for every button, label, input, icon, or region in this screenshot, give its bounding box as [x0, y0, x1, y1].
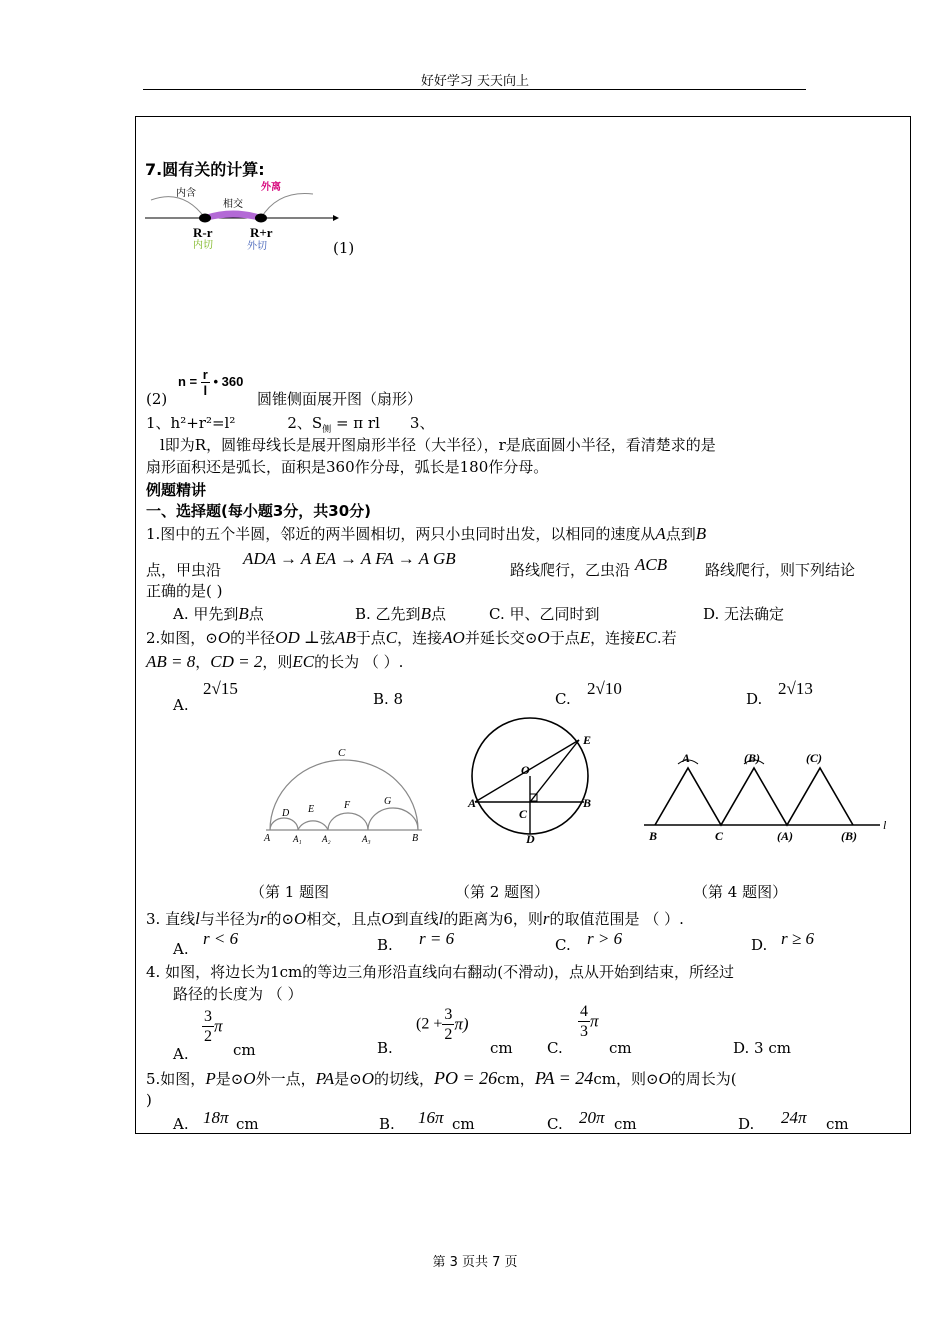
q2-option-b: B. 8	[373, 690, 404, 708]
fig2-label-d: D	[526, 832, 535, 846]
q5-line-2: )	[146, 1091, 152, 1109]
q4-option-a: A.	[173, 1045, 189, 1063]
fig1-label-a: A	[264, 833, 271, 844]
explain-line-1: l即为R，圆锥母线长是展开图扇形半径（大半径），r是底面圆小半径，看清楚求的是	[160, 436, 716, 454]
q3-line-1: 3. 直线l与半径为r的⊙O相交，且点O到直线l的距离为6，则r的取值范围是 （ ）.	[146, 909, 684, 928]
q5-option-d: D.	[738, 1115, 755, 1133]
fig1-label-e: E	[308, 804, 315, 815]
fig2-label-c: C	[519, 807, 528, 821]
q1-arc-acb: ACB	[635, 555, 668, 574]
fig4-label-c: C	[715, 829, 724, 843]
sector-angle-formula: n = $\frac{r}{l}$ • 360	[178, 367, 244, 398]
q3-value-c: r > 6	[587, 929, 623, 948]
explain-line-2: 扇形面积还是弧长，面积是360作分母，弧长是180作分母。	[146, 458, 549, 476]
circle-position-diagram	[143, 180, 343, 252]
section-title: 7.圆有关的计算:	[145, 160, 265, 179]
fig1-label-a1: A₁	[293, 834, 302, 844]
cone-text: 圆锥侧面展开图（扇形）	[257, 390, 423, 408]
q4-line-2: 路径的长度为 （ ）	[173, 985, 303, 1003]
q5-option-c: C.	[547, 1115, 563, 1133]
fig1-label-a2: A₂	[322, 834, 331, 844]
q2-line-2: AB = 8，CD = 2，则EC的长为 （ ）.	[146, 652, 404, 671]
fig4-label-b: B	[649, 829, 658, 843]
q3-value-d: r ≥ 6	[781, 929, 814, 948]
q4-value-c: $\frac{4}{3}$ π	[580, 1003, 599, 1040]
figure-4-caption: （第 4 题图）	[693, 883, 788, 901]
q3-option-b: B.	[377, 936, 393, 954]
fig1-label-b: B	[412, 833, 419, 844]
q2-value-d: 2√13	[778, 679, 813, 698]
q1-line-2: 点，甲虫沿	[146, 561, 222, 579]
q1-line-2b: 路线爬行，乙虫沿	[510, 561, 631, 579]
q1-line-1: 1.图中的五个半圆，邻近的两半圆相切，两只小虫同时出发，以相同的速度从A点到B	[146, 524, 707, 543]
fig2-label-e: E	[583, 733, 592, 747]
q4-unit-a: cm	[233, 1041, 256, 1059]
fig4-label-a-paren: (A)	[777, 829, 793, 843]
q1-path: ADA → A EA → A FA → A GB	[243, 549, 456, 568]
figure-1-semicircles	[260, 744, 430, 844]
part1-title: 一、选择题(每小题3分，共30分)	[146, 502, 372, 520]
diagram-r-minus: R-r	[193, 225, 213, 240]
fig4-label-b-top: (B)	[744, 751, 760, 765]
q4-option-c: C.	[547, 1039, 563, 1057]
header-rule	[143, 89, 806, 90]
q5-unit-b: cm	[452, 1115, 475, 1133]
q5-option-b: B.	[379, 1115, 395, 1133]
q3-option-d: D.	[751, 936, 768, 954]
fig2-label-a: A	[468, 796, 477, 810]
q4-value-a: $\frac{3}{2}$ π	[204, 1008, 223, 1045]
item-1-label: (1)	[333, 239, 355, 257]
fig1-label-d: D	[282, 808, 290, 819]
fig2-label-b: B	[583, 796, 592, 810]
fig1-label-f: F	[344, 800, 351, 811]
q5-value-d: 24π	[781, 1108, 807, 1127]
q2-line-1: 2.如图，⊙O的半径OD ⊥弦AB于点C，连接AO并延长交⊙O于点E，连接EC.若	[146, 628, 677, 647]
q2-option-c: C.	[555, 690, 571, 708]
q5-option-a: A.	[173, 1115, 189, 1133]
q3-option-c: C.	[555, 936, 571, 954]
q5-value-a: 18π	[203, 1108, 229, 1127]
diagram-xiangjiao: 相交	[223, 199, 243, 210]
q4-option-d: D. 3 cm	[733, 1039, 791, 1057]
diagram-waiqie: 外切	[247, 241, 267, 252]
fig4-label-b-paren: (B)	[841, 829, 857, 843]
q4-line-1: 4. 如图，将边长为1cm的等边三角形沿直线向右翻动(不滑动)，点从开始到结束，所经过	[146, 963, 734, 981]
q5-unit-c: cm	[614, 1115, 637, 1133]
examples-title: 例题精讲	[146, 481, 207, 499]
figure-1-caption: （第 1 题图	[250, 883, 330, 901]
q3-value-a: r < 6	[203, 929, 239, 948]
q1-option-b: B. 乙先到B点	[355, 604, 446, 623]
q5-unit-a: cm	[236, 1115, 259, 1133]
figure-2-caption: （第 2 题图）	[455, 883, 550, 901]
diagram-waili: 外离	[261, 182, 281, 193]
q1-option-d: D. 无法确定	[703, 605, 785, 623]
page-footer: 第 3 页共 7 页	[432, 1255, 518, 1270]
formula-line-1: 1、h²+r²=l² 2、$S_侧 = \pi$ rl 3、	[146, 414, 435, 435]
diagram-neiqie: 内切	[193, 240, 213, 251]
q2-option-d: D.	[746, 690, 763, 708]
q5-value-b: 16π	[418, 1108, 444, 1127]
diagram-neihan: 内含	[176, 188, 196, 199]
q3-option-a: A.	[173, 940, 189, 958]
q1-option-c: C. 甲、乙同时到	[489, 605, 600, 623]
figure-2-circle	[466, 708, 606, 848]
page-header: 好好学习 天天向上	[420, 74, 530, 89]
fig4-label-a-top: A	[682, 751, 691, 765]
q1-line-2c: 路线爬行，则下列结论	[705, 561, 856, 579]
fig1-label-c: C	[338, 747, 346, 759]
q1-line-3: 正确的是( )	[146, 582, 223, 600]
q5-line-1: 5.如图，P是⊙O外一点，PA是⊙O的切线，PO = 26cm，PA = 24cm，则⊙O的周长为(	[146, 1068, 737, 1088]
q4-option-b: B.	[377, 1039, 393, 1057]
q2-value-a: 2√15	[203, 679, 238, 698]
fig4-label-l: l	[883, 818, 887, 832]
fig2-label-o: O	[521, 763, 530, 777]
q2-value-c: 2√10	[587, 679, 622, 698]
q4-value-b: (2 + $\frac{3}{2}$ π)	[416, 1006, 469, 1043]
fig1-label-a3: A₃	[362, 834, 371, 844]
fig4-label-c-top: (C)	[806, 751, 822, 765]
q4-unit-b: cm	[490, 1039, 513, 1057]
q3-value-b: r = 6	[419, 929, 455, 948]
q5-unit-d: cm	[826, 1115, 849, 1133]
fig1-label-g: G	[384, 796, 392, 807]
q2-option-a: A.	[173, 696, 189, 714]
q4-unit-c: cm	[609, 1039, 632, 1057]
diagram-r-plus: R+r	[250, 225, 273, 240]
item-2-label: (2)	[146, 390, 168, 408]
q5-value-c: 20π	[579, 1108, 605, 1127]
q1-option-a: A. 甲先到B点	[173, 604, 264, 623]
figure-4-triangles	[640, 740, 900, 852]
